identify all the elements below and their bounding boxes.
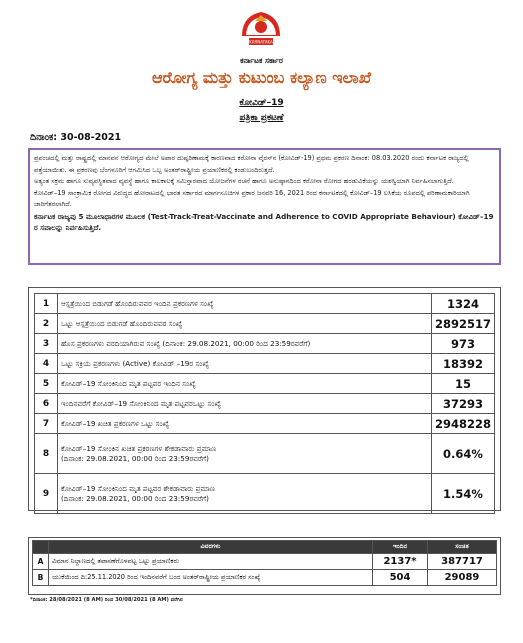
row-label: ಆಸ್ಪತ್ರೆಯಿಂದ ಬಿಡುಗಡೆ ಹೊಂದಿರುವವರ ಇಂದಿನ ಪ್ರಕರಣಗಳ ಸಂಖ್ಯೆ <box>58 294 432 314</box>
intro-paragraph: ಕೋವಿಡ್–19 ಸಾಂಕ್ರಾಮಿಕ ರೋಗದ ವಿರುದ್ಧದ ಹೋರಾಟದಲ್ಲಿ ಭಾರತ ಸರ್ಕಾರದ ಮಾರ್ಗಸೂಚಿಗಳ ಪ್ರಕಾರ ಜನವರಿ 16, 2021 ರಿಂದ ಕರ್ನಾಟಕದಲ್ಲಿ ಕೋವಿಡ್–19 ಲಸಿಕೆಯ ರೂಪದಲ್ಲಿ ಪರಿಣಾಮಕಾರಿಯಾಗಿ ಜಾರಿಗೆತರಲಾಗಿದೆ. <box>34 188 470 208</box>
row-label: ಕೋವಿಡ್–19 ಖಚಿತ ಪ್ರಕರಣಗಳ ಒಟ್ಟು ಸಂಖ್ಯೆ <box>58 414 432 434</box>
row-value: 2892517 <box>431 314 494 334</box>
emblem-text: KARNATAKA <box>249 39 273 45</box>
row-label: ಹೊಸ ಪ್ರಕರಣಗಳು ವರದಿಯಾಗಿರುವ ಸಂಖ್ಯೆ (ದಿನಾಂಕ: 29.08.2021, 00:00 ರಿಂದ 23:59ರವರೆಗೆ) <box>58 334 432 354</box>
row-label <box>58 434 432 474</box>
row-label <box>58 474 432 514</box>
row-total: 29089 <box>428 570 497 586</box>
row-number: 3 <box>35 334 58 354</box>
row-label-main: ಕೋವಿಡ್–19 ಸೋಂಕಿನ ಖಚಿತ ಪ್ರಕರಣಗಳ ಶೇಕಡಾವಾರು ಪ್ರಮಾಣ <box>61 443 217 453</box>
table-row <box>35 394 495 414</box>
row-value: 18392 <box>431 354 494 374</box>
row-number: 7 <box>35 414 58 434</box>
row-number: 2 <box>35 314 58 334</box>
header-details: ವಿವರಗಳು <box>49 541 373 554</box>
row-value: 973 <box>431 334 494 354</box>
row-number: 5 <box>35 374 58 394</box>
table-row <box>35 374 495 394</box>
row-label: ವಿಮಾನ ನಿಲ್ದಾಣದಲ್ಲಿ ತಪಾಸಣೆಗೊಳಪಟ್ಟ ಒಟ್ಟು ಪ್ರಯಾಣಿಕರು <box>49 554 373 570</box>
row-letter: B <box>33 570 49 586</box>
table-row <box>33 570 497 586</box>
row-today: 2137* <box>373 554 428 570</box>
intro-paragraph: ಪ್ರಪಂಚದಲ್ಲಿ ಮತ್ತು ರಾಷ್ಟ್ರದಲ್ಲಿ ಮಾನವನ ಆರೋಗ್ಯದ ಮೇಲೆ ಅಪಾರ ದುಷ್ಪರಿಣಾಮಕ್ಕೆ ಕಾರಣವಾದ ಕರೋನಾ ವೈರಸ್‌ನ (ಕೋವಿಡ್-19) ಪ್ರಥಮ ಪ್ರಕರಣ ದಿನಾಂಕ: 08.03.2020 ರಂದು ಕರ್ನಾಟಕ ರಾಜ್ಯದಲ್ಲಿ ಪತ್ತೆಯಾಯಿತು. ಈ ಪ್ರಕರಣವು ಬೆಂಗಳೂರಿಗೆ ಆಗಮಿಸಿದ ಒಬ್ಬ ಅಂತರ್‌ರಾಷ್ಟ್ರೀಯ ಪ್ರಯಾಣಿಕರಲ್ಲಿ ಕಂಡುಬಂದಿರುತ್ತದೆ. <box>34 154 469 174</box>
department-title: ಆರೋಗ್ಯ ಮತ್ತು ಕುಟುಂಬ ಕಲ್ಯಾಣ ಇಲಾಖೆ <box>152 68 371 87</box>
row-label-date: (ದಿನಾಂಕ: 29.08.2021, 00:00 ರಿಂದ 23:59ರವರೆಗೆ) <box>61 493 209 503</box>
government-name: ಕರ್ನಾಟಕ ಸರ್ಕಾರ <box>240 56 283 65</box>
header-total: ಸಂಚಿತ <box>428 541 497 554</box>
row-number: 6 <box>35 394 58 414</box>
row-label-date: (ದಿನಾಂಕ: 29.08.2021, 00:00 ರಿಂದ 23:59ರವರೆಗೆ) <box>61 453 209 463</box>
row-number: 4 <box>35 354 58 374</box>
row-number: 1 <box>35 294 58 314</box>
row-label: ಒಟ್ಟು ಸಕ್ರಿಯ ಪ್ರಕರಣಗಳು (Active) ಕೋವಿಡ್ –19ರ ಸಂಖ್ಯೆ <box>58 354 432 374</box>
table-row <box>33 554 497 570</box>
header-today: ಇಂದಿನ <box>373 541 428 554</box>
table-row <box>35 334 495 354</box>
table-header-row <box>33 541 497 554</box>
row-label: ಒಟ್ಟು ಆಸ್ಪತ್ರೆಯಿಂದ ಬಿಡುಗಡೆ ಹೊಂದಿರುವವರ ಸಂಖ್ಯೆ <box>58 314 432 334</box>
row-number: 8 <box>35 434 58 474</box>
row-total: 387717 <box>428 554 497 570</box>
row-label-main: ಕೋವಿಡ್–19 ಸೋಂಕಿನಿಂದ ಮೃತ ಪಟ್ಟವರ ಶೇಕಡಾವಾರು ಪ್ರಮಾಣ <box>61 483 216 493</box>
row-number: 9 <box>35 474 58 514</box>
row-letter: A <box>33 554 49 570</box>
row-label: ಇಂದಿನವರೆಗೆ ಕೋವಿಡ್–19 ಸೋಂಕಿನಿಂದ ಮೃತ ಪಟ್ಟವರಒಟ್ಟು ಸಂಖ್ಯೆ <box>58 394 432 414</box>
covid-title: ಕೋವಿಡ್–19 <box>239 98 284 108</box>
table-row <box>35 354 495 374</box>
press-release-title: ಪತ್ರಿಕಾ ಪ್ರಕಟಣೆ <box>239 113 284 123</box>
row-label: ಕೋವಿಡ್–19 ಸೋಂಕಿನಿಂದ ಮೃತ ಪಟ್ಟವರ ಇಂದಿನ ಸಂಖ್ಯೆ <box>58 374 432 394</box>
row-label: ಯುಕೆಯಿಂದ ದಿ:25.11.2020 ರಿಂದ ಇಂದಿನವರೆಗೆ ಬಂದ ಅಂತರ್‌ರಾಷ್ಟ್ರೀಯ ಪ್ರಯಾಣಿಕರ ಸಂಖ್ಯೆ <box>49 570 373 586</box>
stats-table <box>34 293 495 514</box>
row-value: 2948228 <box>431 414 494 434</box>
intro-paragraph: ಕರ್ನಾಟಕ ರಾಜ್ಯವು 5 ಮೂಲಾಧಾರಗಳ ಮೂಲಕ (Test-Track-Treat-Vaccinate and Adherence to COVID Appropriate Behaviour) ಕೋವಿಡ್–19 ರ ಸವಾಲನ್ನು ನಿರ್ವಹಿಸುತ್ತಿದೆ. <box>34 211 494 232</box>
row-value: 0.64% <box>431 434 494 474</box>
row-value: 1.54% <box>431 474 494 514</box>
table-row <box>35 314 495 334</box>
footnote: *ದಿನಾಂಕ: 28/08/2021 (8 AM) ರಿಂದ 30/08/2021 (8 AM) ವರೆಗಿನ <box>30 597 183 603</box>
row-today: 504 <box>373 570 428 586</box>
release-date: ದಿನಾಂಕ: 30-08-2021 <box>30 132 122 143</box>
row-value: 37293 <box>431 394 494 414</box>
table-row <box>35 294 495 314</box>
table-row <box>35 414 495 434</box>
row-value: 1324 <box>431 294 494 314</box>
header-blank <box>33 541 49 554</box>
travel-table <box>32 540 497 586</box>
karnataka-emblem <box>236 6 286 50</box>
intro-box <box>28 148 501 265</box>
intro-paragraph: ಅತ್ಯಂತ ಸಕ್ರಮ ಹಾಗೂ ಸುವ್ಯವಸ್ಥಿತವಾದ ವ್ಯವಸ್ಥೆ ಹಾಗೂ ಕಾಲಕಾಲಕ್ಕೆ ಸಮಿಸ್ತಾರವಾದ ಯೋಜನೆಗಳ ರಚನೆ ಹಾಗೂ ಅನುಷ್ಠಾನದಿಂದ ಕರೋನಾ ರೋಗದ ಹರಡುವಿಕೆಯನ್ನು ಯಶಸ್ವಿಯಾಗಿ ನಿರ್ವಹಿಸಲಾಗುತ್ತಿದೆ. <box>34 177 454 185</box>
row-value: 15 <box>431 374 494 394</box>
table-row <box>35 434 495 474</box>
table-row <box>35 474 495 514</box>
